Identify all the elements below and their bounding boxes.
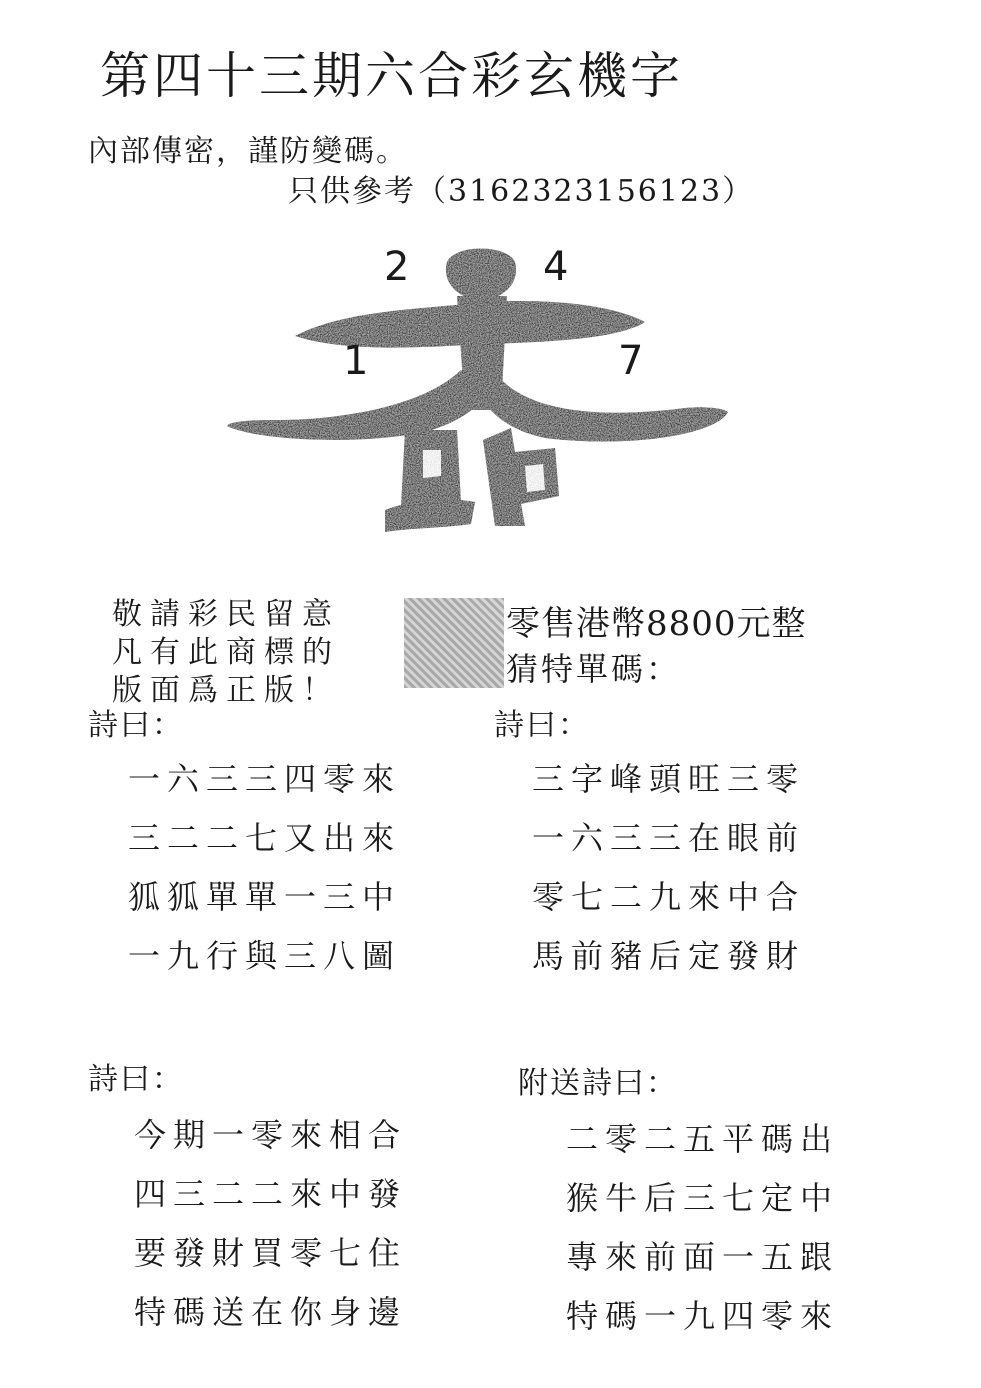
number-4: 4 [543, 244, 569, 290]
poem-line: 今期一零來相合 [134, 1116, 408, 1154]
poem-line: 專來前面一五跟 [566, 1238, 840, 1276]
poem-line: 四三二二來中發 [134, 1175, 408, 1213]
poem-block [532, 754, 805, 990]
poem-block [134, 1110, 407, 1346]
poem-line: 零七二九來中合 [532, 878, 806, 916]
poem-line: 馬前豬后定發財 [532, 937, 806, 975]
number-7: 7 [618, 338, 644, 384]
authenticity-notice [112, 596, 340, 710]
poem-line: 猴牛后三七定中 [566, 1179, 840, 1217]
guess-special-number: 猜特單碼： [506, 650, 682, 688]
poem-header: 詩曰： [88, 1062, 184, 1097]
notice-line: 敬請彩民留意 [112, 597, 340, 632]
poem-line: 一六三三四零來 [128, 760, 402, 798]
poem-header: 詩曰： [88, 708, 184, 743]
subtitle-reference: 只供參考（3162323156123） [288, 174, 755, 209]
poem-line: 三字峰頭旺三零 [532, 760, 806, 798]
notice-line: 凡有此商標的 [112, 635, 340, 670]
poem-line: 特碼一九四零來 [566, 1297, 840, 1335]
poem-line: 狐狐單單一三中 [128, 878, 402, 916]
page-title: 第四十三期六合彩玄機字 [100, 47, 683, 105]
notice-line: 版面爲正版！ [112, 673, 340, 708]
poem-line: 一九行與三八圖 [128, 937, 402, 975]
number-1: 1 [343, 338, 369, 384]
poem-line: 一六三三在眼前 [532, 819, 806, 857]
poem-block [566, 1114, 839, 1350]
subtitle-secret: 內部傳密，謹防變碼。 [88, 134, 408, 169]
retail-price: 零售港幣8800元整 [506, 604, 807, 644]
poem-line: 三二二七又出來 [128, 819, 402, 857]
number-2: 2 [384, 244, 410, 290]
poem-line: 特碼送在你身邊 [134, 1293, 408, 1331]
da-she-logo-graphic [225, 240, 730, 540]
poem-line: 要發財買零七住 [134, 1234, 408, 1272]
poem-line: 二零二五平碼出 [566, 1120, 840, 1158]
poem-block [128, 754, 401, 990]
poem-header: 詩曰： [494, 708, 590, 743]
trademark-stamp-icon [404, 598, 504, 688]
bonus-poem-header: 附送詩曰： [518, 1066, 678, 1101]
